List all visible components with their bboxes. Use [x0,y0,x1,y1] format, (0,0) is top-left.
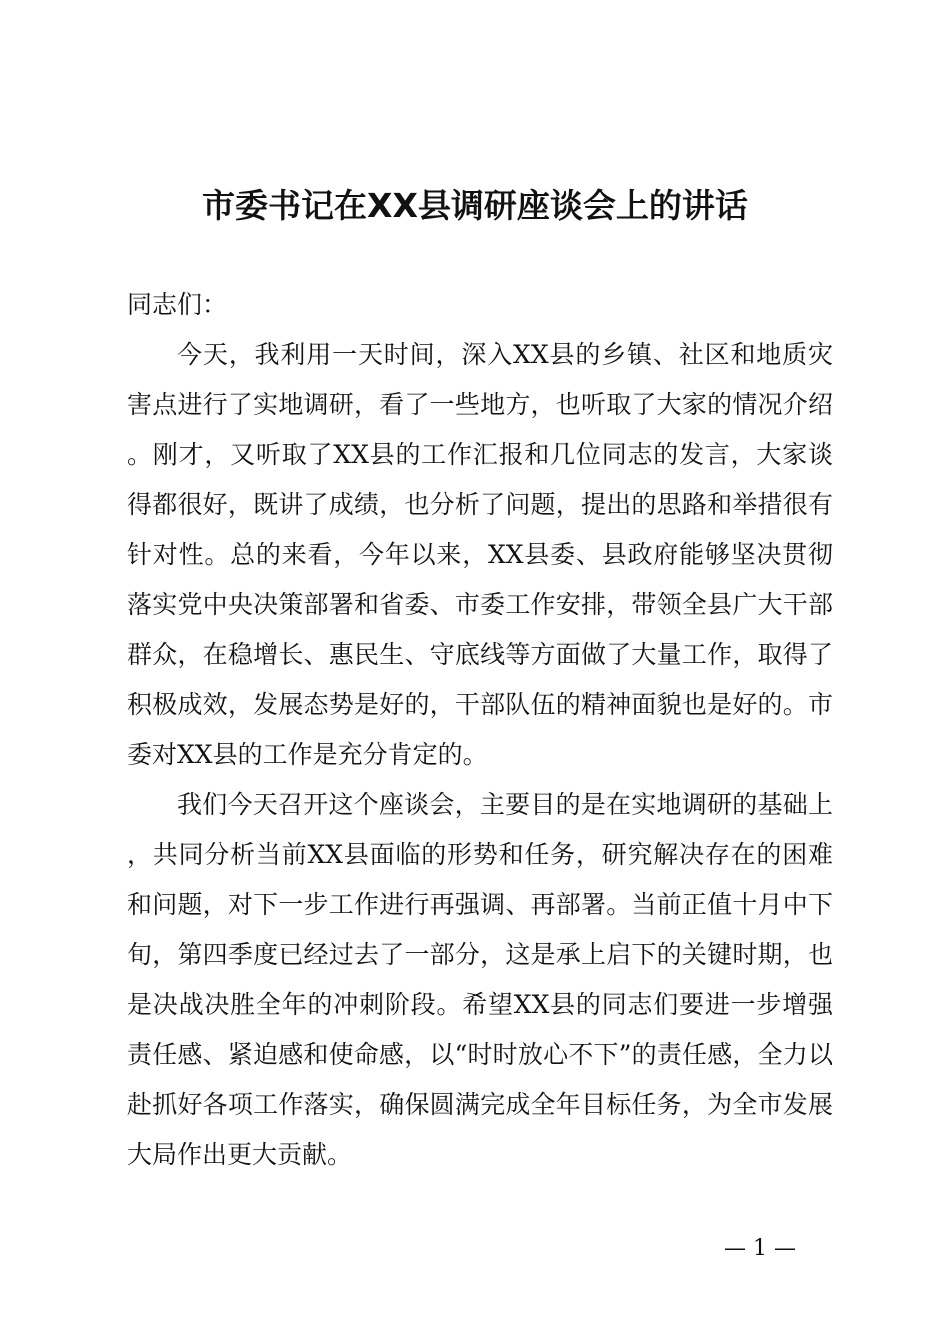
document-body [127,280,833,1180]
document-title: 市委书记在XX县调研座谈会上的讲话 [202,186,748,225]
paragraph-1: 今天，我利用一天时间，深入XX县的乡镇、社区和地质灾害点进行了实地调研，看了一些地方，也听取了大家的情况介绍。刚才，又听取了XX县的工作汇报和几位同志的发言，大家谈得都很好，既讲了成绩，也分析了问题，提出的思路和举措很有针对性。总的来看，今年以来，XX县委、县政府能够坚决贯彻落实党中央决策部署和省委、市委工作安排，带领全县广大干部群众，在稳增长、惠民生、守底线等方面做了大量工作，取得了积极成效，发展态势是好的，干部队伍的精神面貌也是好的。市委对XX县的工作是充分肯定的。 [127,340,833,769]
salutation: 同志们： [127,290,228,319]
page-number: — 1 — [724,1236,796,1261]
paragraph-2: 我们今天召开这个座谈会，主要目的是在实地调研的基础上，共同分析当前XX县面临的形势和任务，研究解决存在的困难和问题，对下一步工作进行再强调、再部署。当前正值十月中下旬，第四季度已经过去了一部分，这是承上启下的关键时期，也是决战决胜全年的冲刺阶段。希望XX县的同志们要进一步增强责任感、紧迫感和使命感，以“时时放心不下”的责任感，全力以赴抓好各项工作落实，确保圆满完成全年目标任务，为全市发展大局作出更大贡献。 [127,790,833,1169]
